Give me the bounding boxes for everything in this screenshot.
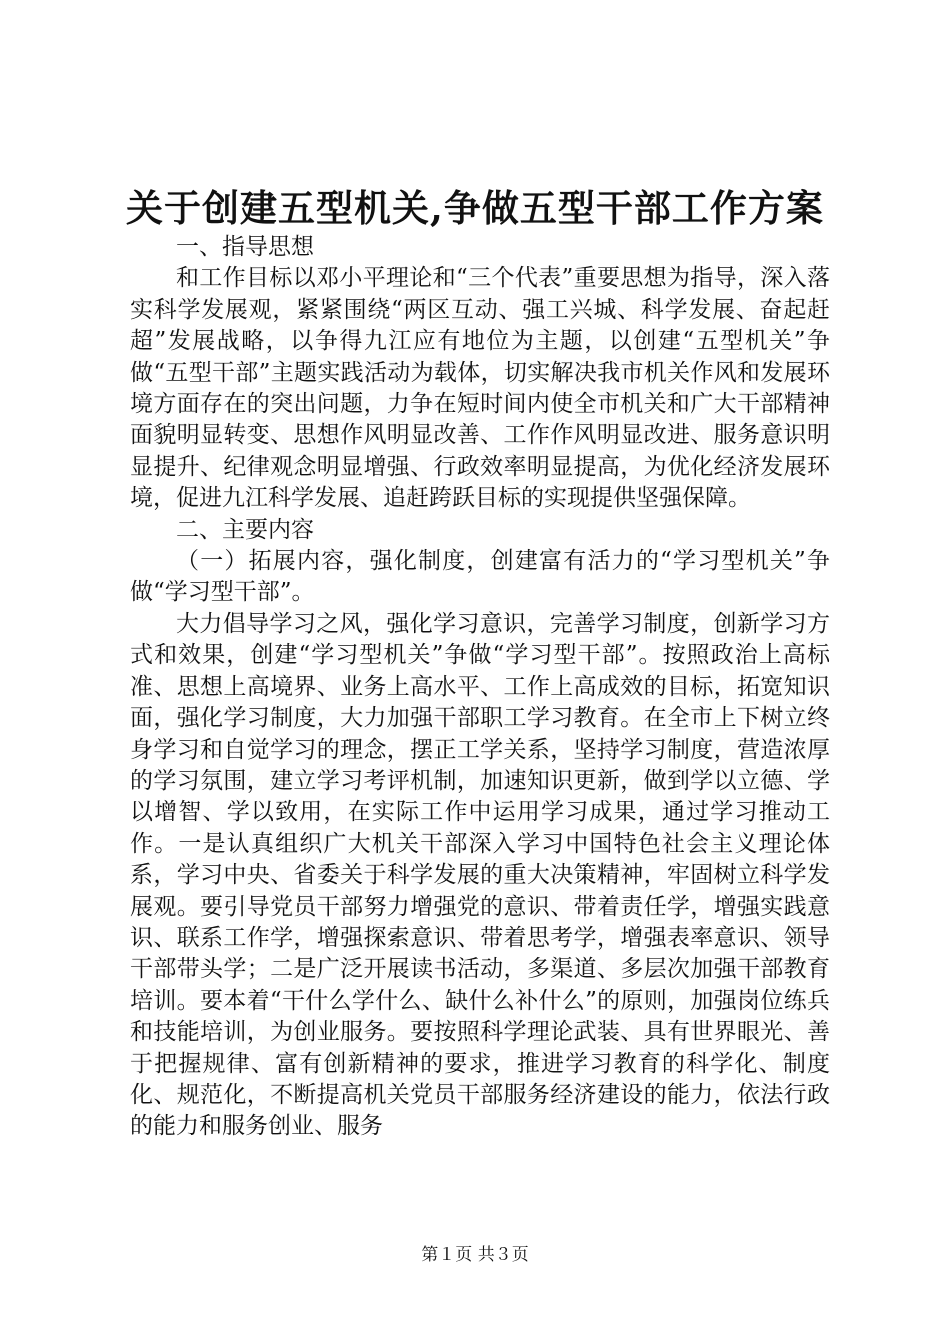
section-heading-main-content: 二、主要内容: [176, 516, 314, 543]
paragraph-learning-organ: 大力倡导学习之风，强化学习意识，完善学习制度，创新学习方式和效果，创建“学习型机关”争做“学习型干部”。按照政治上高标准、思想上高境界、业务上高水平、工作上高成效的目标，拓宽知识面，强化学习制度，大力加强干部职工学习教育。在全市上下树立终身学习和自觉学习的理念，摆正工学关系，坚持学习制度，营造浓厚的学习氛围，建立学习考评机制，加速知识更新，做到学以立德、学以增智、学以致用，在实际工作中运用学习成果，通过学习推动工作。一是认真组织广大机关干部深入学习中国特色社会主义理论体系，学习中央、省委关于科学发展的重大决策精神，牢固树立科学发展观。要引导党员干部努力增强党的意识、带着责任学，增强实践意识、联系工作学，增强探索意识、带着思考学，增强表率意识、领导干部带头学；二是广泛开展读书活动，多渠道、多层次加强干部教育培训。要本着“干什么学什么、缺什么补什么”的原则，加强岗位练兵和技能培训，为创业服务。要按照科学理论武装、具有世界眼光、善于把握规律、富有创新精神的要求，推进学习教育的科学化、制度化、规范化，不断提高机关党员干部服务经济建设的能力，依法行政的能力和服务创业、服务: [130, 610, 830, 1140]
section-heading-guiding-thought: 一、指导思想: [176, 234, 314, 260]
subsection-heading-learning-organ: （一）拓展内容，强化制度，创建富有活力的“学习型机关”争做“学习型干部”。: [130, 548, 830, 606]
document-title: 关于创建五型机关,争做五型干部工作方案: [126, 186, 824, 230]
paragraph-guiding-thought: 和工作目标以邓小平理论和“三个代表”重要思想为指导，深入落实科学发展观，紧紧围绕“两区互动、强工兴城、科学发展、奋起赶超”发展战略，以争得九江应有地位为主题，以创建“五型机关”争做“五型干部”主题实践活动为载体，切实解决我市机关作风和发展环境方面存在的突出问题，力争在短时间内使全市机关和广大干部精神面貌明显转变、思想作风明显改善、工作作风明显改进、服务意识明显提升、纪律观念明显增强、行政效率明显提高，为优化经济发展环境，促进九江科学发展、追赶跨跃目标的实现提供坚强保障。: [130, 265, 830, 512]
document-body: [130, 232, 830, 1143]
page-number-footer: 第１页 共３页: [421, 1245, 529, 1265]
